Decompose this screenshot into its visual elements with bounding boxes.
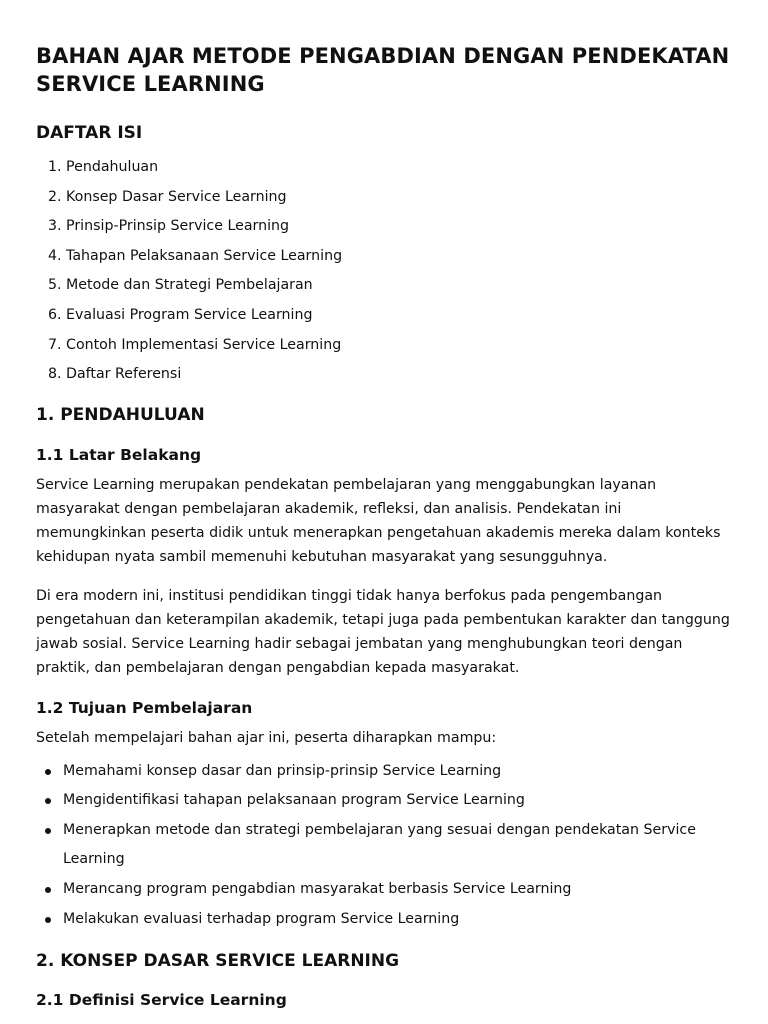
bullet-icon: [45, 798, 51, 804]
bullet-icon: [45, 828, 51, 834]
tujuan-intro: Setelah mempelajari bahan ajar ini, peserta diharapkan mampu:: [36, 730, 497, 747]
subsection-heading-definisi: 2.1 Definisi Service Learning: [36, 991, 287, 1010]
section-heading-konsep-dasar: 2. KONSEP DASAR SERVICE LEARNING: [36, 951, 400, 972]
toc-heading: DAFTAR ISI: [36, 123, 143, 143]
table-of-contents: [36, 153, 732, 390]
list-item: [36, 816, 732, 875]
list-item: [36, 875, 732, 905]
list-item-text: Melakukan evaluasi terhadap program Service Learning: [63, 910, 460, 927]
paragraph-latar-belakang-1: Service Learning merupakan pendekatan pembelajaran yang menggabungkan layanan masyarakat dengan pembelajaran akademik, refleksi, dan analisis. Pendekatan ini memungkinkan peserta didik untuk menerapkan pengetahuan akademis mereka dalam konteks kehidupan nyata sambil memenuhi kebutuhan masyarakat yang sesungguhnya.: [36, 476, 721, 566]
document-title: BAHAN AJAR METODE PENGABDIAN DENGAN PENDEKATAN SERVICE LEARNING: [36, 44, 730, 96]
list-item-text: Memahami konsep dasar dan prinsip-prinsip Service Learning: [63, 762, 502, 779]
section-heading-pendahuluan: 1. PENDAHULUAN: [36, 404, 205, 425]
toc-item: 7. Contoh Implementasi Service Learning: [48, 336, 342, 353]
toc-item: 5. Metode dan Strategi Pembelajaran: [48, 277, 313, 294]
list-item: [36, 786, 732, 816]
subsection-heading-latar-belakang: 1.1 Latar Belakang: [36, 445, 202, 464]
bullet-icon: [45, 769, 51, 775]
subsection-heading-tujuan: 1.2 Tujuan Pembelajaran: [36, 699, 253, 718]
toc-item: 6. Evaluasi Program Service Learning: [48, 306, 313, 323]
toc-item: 8. Daftar Referensi: [48, 366, 182, 383]
list-item-text: Menerapkan metode dan strategi pembelajaran yang sesuai dengan pendekatan Service Learning: [63, 821, 696, 868]
list-item: [36, 905, 732, 935]
toc-item: 4. Tahapan Pelaksanaan Service Learning: [48, 247, 343, 264]
bullet-icon: [45, 887, 51, 893]
list-item-text: Merancang program pengabdian masyarakat berbasis Service Learning: [63, 880, 572, 897]
toc-item: 1. Pendahuluan: [48, 159, 159, 175]
list-item: [36, 757, 732, 787]
bullet-icon: [45, 917, 51, 923]
paragraph-latar-belakang-2: Di era modern ini, institusi pendidikan tinggi tidak hanya berfokus pada pengembangan pengetahuan dan keterampilan akademik, tetapi juga pada pembentukan karakter dan tanggung jawab sosial. Service Learning hadir sebagai jembatan yang menghubungkan teori dengan praktik, dan pembelajaran dengan pengabdian kepada masyarakat.: [36, 587, 730, 677]
tujuan-list: [36, 757, 732, 935]
toc-item: 3. Prinsip-Prinsip Service Learning: [48, 218, 290, 235]
toc-item: 2. Konsep Dasar Service Learning: [48, 188, 287, 205]
list-item-text: Mengidentifikasi tahapan pelaksanaan program Service Learning: [63, 792, 525, 809]
